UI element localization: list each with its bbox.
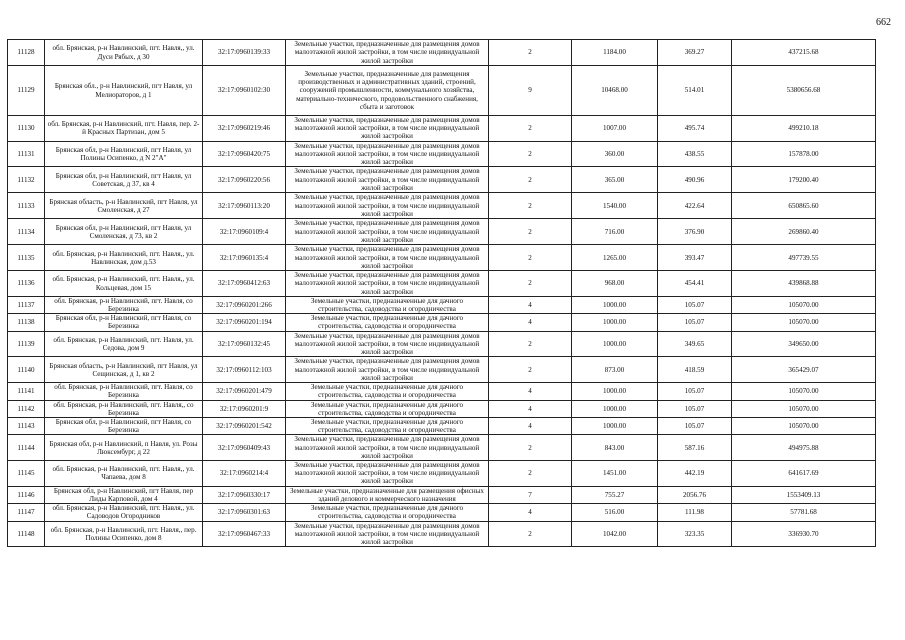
row-number: 11145 — [8, 461, 45, 487]
cadastral-value-cell: 105070.00 — [732, 314, 876, 331]
specific-cadastral-value-cell: 454.41 — [658, 271, 732, 297]
cadastral-number-cell: 32:17:0960467:33 — [203, 521, 286, 547]
address-cell: обл. Брянская, р-н Навлинский, пгт. Навля,, ул. Кольцевая, дом 15 — [45, 271, 203, 297]
specific-cadastral-value-cell: 422.64 — [658, 193, 732, 219]
table-row — [8, 245, 876, 271]
cadastral-number-cell: 32:17:0960135:4 — [203, 245, 286, 271]
address-cell: обл. Брянская, р-н Навлинский, пгт. Навля,, ул. Навлинская, дом д.53 — [45, 245, 203, 271]
row-number: 11129 — [8, 66, 45, 116]
land-use-cell: Земельные участки, предназначенные для размещения офисных зданий делового и коммерческого назначения — [286, 486, 489, 503]
use-group-cell: 2 — [489, 357, 572, 383]
cadastral-number-cell: 32:17:0960201:479 — [203, 383, 286, 400]
land-use-cell: Земельные участки, предназначенные для размещения домов малоэтажной жилой застройки, в том числе индивидуальной жилой застройки — [286, 141, 489, 167]
cadastral-number-cell: 32:17:0960113:20 — [203, 193, 286, 219]
address-cell: Брянская обл, р-н Навлинский, п Навля, ул. Розы Люксембург, д 22 — [45, 435, 203, 461]
land-use-cell: Земельные участки, предназначенные для размещения домов малоэтажной жилой застройки, в том числе индивидуальной жилой застройки — [286, 219, 489, 245]
specific-cadastral-value-cell: 587.16 — [658, 435, 732, 461]
address-cell: Брянская обл, р-н Навлинский, пгт Навля, ул Смоленская, д 73, кв 2 — [45, 219, 203, 245]
table-row — [8, 40, 876, 66]
land-use-cell: Земельные участки, предназначенные для дачного строительства, садоводства и огородничества — [286, 314, 489, 331]
use-group-cell: 2 — [489, 141, 572, 167]
specific-cadastral-value-cell: 490.96 — [658, 167, 732, 193]
area-cell: 516.00 — [572, 504, 658, 521]
row-number: 11146 — [8, 486, 45, 503]
area-cell: 1000.00 — [572, 418, 658, 435]
land-use-cell: Земельные участки, предназначенные для размещения домов малоэтажной жилой застройки, в том числе индивидуальной жилой застройки — [286, 331, 489, 357]
cadastral-value-cell: 105070.00 — [732, 400, 876, 417]
cadastral-number-cell: 32:17:0960201:194 — [203, 314, 286, 331]
row-number: 11128 — [8, 40, 45, 66]
table-row — [8, 521, 876, 547]
table-row — [8, 193, 876, 219]
cadastral-value-cell: 269860.40 — [732, 219, 876, 245]
cadastral-value-cell: 105070.00 — [732, 296, 876, 313]
address-cell: обл. Брянская, р-н Навлинский, пгт. Навля, со Березинка — [45, 383, 203, 400]
specific-cadastral-value-cell: 2056.76 — [658, 486, 732, 503]
row-number: 11147 — [8, 504, 45, 521]
table-row — [8, 435, 876, 461]
cadastral-number-cell: 32:17:0960139:33 — [203, 40, 286, 66]
area-cell: 873.00 — [572, 357, 658, 383]
cadastral-value-cell: 641617.69 — [732, 461, 876, 487]
address-cell: Брянская обл, р-н Навлинский, пгт Навля, ул Полины Осипенко, д N 2"А" — [45, 141, 203, 167]
area-cell: 365.00 — [572, 167, 658, 193]
cadastral-value-cell: 497739.55 — [732, 245, 876, 271]
cadastral-number-cell: 32:17:0960214:4 — [203, 461, 286, 487]
cadastral-value-cell: 650865.60 — [732, 193, 876, 219]
area-cell: 1000.00 — [572, 296, 658, 313]
specific-cadastral-value-cell: 514.01 — [658, 66, 732, 116]
land-use-cell: Земельные участки, предназначенные для размещения домов малоэтажной жилой застройки, в том числе индивидуальной жилой застройки — [286, 271, 489, 297]
row-number: 11133 — [8, 193, 45, 219]
table-body — [8, 40, 876, 547]
address-cell: обл. Брянская, р-н Навлинский, пгт. Навля,, пер. Полины Осипенко, дом 8 — [45, 521, 203, 547]
area-cell: 1000.00 — [572, 314, 658, 331]
area-cell: 1451.00 — [572, 461, 658, 487]
use-group-cell: 2 — [489, 461, 572, 487]
land-use-cell: Земельные участки, предназначенные для дачного строительства, садоводства и огородничества — [286, 400, 489, 417]
area-cell: 1265.00 — [572, 245, 658, 271]
area-cell: 843.00 — [572, 435, 658, 461]
table-row — [8, 141, 876, 167]
row-number: 11134 — [8, 219, 45, 245]
use-group-cell: 2 — [489, 219, 572, 245]
row-number: 11140 — [8, 357, 45, 383]
land-use-cell: Земельные участки, предназначенные для размещения домов малоэтажной жилой застройки, в том числе индивидуальной жилой застройки — [286, 521, 489, 547]
area-cell: 1000.00 — [572, 383, 658, 400]
specific-cadastral-value-cell: 105.07 — [658, 418, 732, 435]
land-use-cell: Земельные участки, предназначенные для размещения домов малоэтажной жилой застройки, в том числе индивидуальной жилой застройки — [286, 461, 489, 487]
area-cell: 1184.00 — [572, 40, 658, 66]
cadastral-number-cell: 32:17:0960330:17 — [203, 486, 286, 503]
cadastral-value-cell: 439868.88 — [732, 271, 876, 297]
specific-cadastral-value-cell: 418.59 — [658, 357, 732, 383]
land-use-cell: Земельные участки, предназначенные для размещения домов малоэтажной жилой застройки, в том числе индивидуальной жилой застройки — [286, 116, 489, 142]
specific-cadastral-value-cell: 393.47 — [658, 245, 732, 271]
land-use-cell: Земельные участки, предназначенные для размещения домов малоэтажной жилой застройки, в том числе индивидуальной жилой застройки — [286, 167, 489, 193]
address-cell: обл. Брянская, р-н Навлинский, пгт. Навля,, со Березинка — [45, 400, 203, 417]
table-row — [8, 271, 876, 297]
land-use-cell: Земельные участки, предназначенные для дачного строительства, садоводства и огородничества — [286, 504, 489, 521]
area-cell: 1042.00 — [572, 521, 658, 547]
land-use-cell: Земельные участки, предназначенные для размещения домов малоэтажной жилой застройки, в том числе индивидуальной жилой застройки — [286, 357, 489, 383]
specific-cadastral-value-cell: 369.27 — [658, 40, 732, 66]
row-number: 11144 — [8, 435, 45, 461]
cadastral-number-cell: 32:17:0960409:43 — [203, 435, 286, 461]
use-group-cell: 2 — [489, 271, 572, 297]
use-group-cell: 2 — [489, 331, 572, 357]
land-use-cell: Земельные участки, предназначенные для размещения домов малоэтажной жилой застройки, в том числе индивидуальной жилой застройки — [286, 193, 489, 219]
land-use-cell: Земельные участки, предназначенные для размещения домов малоэтажной жилой застройки, в том числе индивидуальной жилой застройки — [286, 40, 489, 66]
address-cell: обл. Брянская, р-н Навлинский, пгт. Навля, со Березинка — [45, 296, 203, 313]
cadastral-number-cell: 32:17:0960201:9 — [203, 400, 286, 417]
cadastral-value-cell: 499210.18 — [732, 116, 876, 142]
address-cell: Брянская область, р-н Навлинский, пгт Навля, ул Сещинская, д 1, кв 2 — [45, 357, 203, 383]
row-number: 11137 — [8, 296, 45, 313]
area-cell: 716.00 — [572, 219, 658, 245]
row-number: 11141 — [8, 383, 45, 400]
table-row — [8, 461, 876, 487]
use-group-cell: 4 — [489, 296, 572, 313]
cadastral-value-cell: 105070.00 — [732, 418, 876, 435]
cadastral-value-cell: 179200.40 — [732, 167, 876, 193]
page-number: 662 — [876, 17, 891, 28]
address-cell: Брянская обл, р-н Навлинский, пгт Навля, пер Лиды Карповой, дом 4 — [45, 486, 203, 503]
cadastral-number-cell: 32:17:0960412:63 — [203, 271, 286, 297]
area-cell: 1000.00 — [572, 400, 658, 417]
row-number: 11148 — [8, 521, 45, 547]
area-cell: 1007.00 — [572, 116, 658, 142]
land-use-cell: Земельные участки, предназначенные для дачного строительства, садоводства и огородничества — [286, 383, 489, 400]
row-number: 11142 — [8, 400, 45, 417]
table-row — [8, 418, 876, 435]
use-group-cell: 2 — [489, 435, 572, 461]
area-cell: 968.00 — [572, 271, 658, 297]
cadastral-number-cell: 32:17:0960301:63 — [203, 504, 286, 521]
specific-cadastral-value-cell: 438.55 — [658, 141, 732, 167]
table-row — [8, 357, 876, 383]
table-row — [8, 504, 876, 521]
row-number: 11136 — [8, 271, 45, 297]
address-cell: обл. Брянская, р-н Навлинский, пгт. Навля,, ул. Дуси Рябых, д 30 — [45, 40, 203, 66]
cadastral-number-cell: 32:17:0960201:266 — [203, 296, 286, 313]
specific-cadastral-value-cell: 105.07 — [658, 296, 732, 313]
cadastral-value-cell: 437215.68 — [732, 40, 876, 66]
land-use-cell: Земельные участки, предназначенные для размещения домов малоэтажной жилой застройки, в том числе индивидуальной жилой застройки — [286, 245, 489, 271]
use-group-cell: 4 — [489, 400, 572, 417]
specific-cadastral-value-cell: 495.74 — [658, 116, 732, 142]
table-row — [8, 314, 876, 331]
address-cell: Брянская обл, р-н Навлинский, пгт Навля, со Березинка — [45, 314, 203, 331]
land-registry-table — [7, 39, 876, 547]
specific-cadastral-value-cell: 105.07 — [658, 400, 732, 417]
area-cell: 10468.00 — [572, 66, 658, 116]
area-cell: 1000.00 — [572, 331, 658, 357]
address-cell: Брянская область, р-н Навлинский, пгт Навля, ул Смоленская, д 27 — [45, 193, 203, 219]
area-cell: 360.00 — [572, 141, 658, 167]
address-cell: Брянская обл, р-н Навлинский, пгт Навля, ул Советская, д 37, кв 4 — [45, 167, 203, 193]
row-number: 11130 — [8, 116, 45, 142]
land-use-cell: Земельные участки, предназначенные для размещения домов малоэтажной жилой застройки, в том числе индивидуальной жилой застройки — [286, 435, 489, 461]
address-cell: обл. Брянская, р-н Навлинский, пгт. Навля,, ул. Чапаева, дом 8 — [45, 461, 203, 487]
table-row — [8, 383, 876, 400]
row-number: 11131 — [8, 141, 45, 167]
use-group-cell: 2 — [489, 193, 572, 219]
specific-cadastral-value-cell: 349.65 — [658, 331, 732, 357]
specific-cadastral-value-cell: 105.07 — [658, 383, 732, 400]
use-group-cell: 4 — [489, 418, 572, 435]
use-group-cell: 9 — [489, 66, 572, 116]
cadastral-value-cell: 349650.00 — [732, 331, 876, 357]
land-use-cell: Земельные участки, предназначенные для дачного строительства, садоводства и огородничества — [286, 296, 489, 313]
cadastral-value-cell: 494975.88 — [732, 435, 876, 461]
table-row — [8, 116, 876, 142]
cadastral-number-cell: 32:17:0960201:542 — [203, 418, 286, 435]
specific-cadastral-value-cell: 442.19 — [658, 461, 732, 487]
use-group-cell: 2 — [489, 245, 572, 271]
row-number: 11139 — [8, 331, 45, 357]
row-number: 11143 — [8, 418, 45, 435]
table-row — [8, 167, 876, 193]
table-row — [8, 331, 876, 357]
cadastral-value-cell: 336930.70 — [732, 521, 876, 547]
use-group-cell: 4 — [489, 314, 572, 331]
table-row — [8, 400, 876, 417]
cadastral-value-cell: 365429.07 — [732, 357, 876, 383]
use-group-cell: 2 — [489, 167, 572, 193]
table-row — [8, 486, 876, 503]
specific-cadastral-value-cell: 323.35 — [658, 521, 732, 547]
cadastral-number-cell: 32:17:0960109:4 — [203, 219, 286, 245]
specific-cadastral-value-cell: 105.07 — [658, 314, 732, 331]
address-cell: обл. Брянская, р-н Навлинский, пгт. Навля, ул. Седова, дом 9 — [45, 331, 203, 357]
address-cell: обл. Брянская, р-н Навлинский, пгт. Навля,, ул. Садоводов Огородников — [45, 504, 203, 521]
cadastral-number-cell: 32:17:0960132:45 — [203, 331, 286, 357]
use-group-cell: 4 — [489, 504, 572, 521]
use-group-cell: 4 — [489, 383, 572, 400]
table-row — [8, 66, 876, 116]
use-group-cell: 2 — [489, 116, 572, 142]
specific-cadastral-value-cell: 111.98 — [658, 504, 732, 521]
cadastral-value-cell: 57781.68 — [732, 504, 876, 521]
cadastral-number-cell: 32:17:0960219:46 — [203, 116, 286, 142]
cadastral-value-cell: 105070.00 — [732, 383, 876, 400]
cadastral-number-cell: 32:17:0960112:103 — [203, 357, 286, 383]
cadastral-value-cell: 157878.00 — [732, 141, 876, 167]
area-cell: 755.27 — [572, 486, 658, 503]
table-row — [8, 219, 876, 245]
use-group-cell: 7 — [489, 486, 572, 503]
cadastral-number-cell: 32:17:0960220:56 — [203, 167, 286, 193]
area-cell: 1540.00 — [572, 193, 658, 219]
use-group-cell: 2 — [489, 521, 572, 547]
land-use-cell: Земельные участки, предназначенные для дачного строительства, садоводства и огородничества — [286, 418, 489, 435]
cadastral-value-cell: 5380656.68 — [732, 66, 876, 116]
address-cell: Брянская обл, р-н Навлинский, пгт Навля, со Березинка — [45, 418, 203, 435]
table-row — [8, 296, 876, 313]
row-number: 11132 — [8, 167, 45, 193]
address-cell: обл. Брянская, р-н Навлинский, пгт. Навля, пер. 2-й Красных Партизан, дом 5 — [45, 116, 203, 142]
cadastral-value-cell: 1553409.13 — [732, 486, 876, 503]
address-cell: Брянская обл., р-н Навлинский, пгт Навля, ул Мелиораторов, д 1 — [45, 66, 203, 116]
land-use-cell: Земельные участки, предназначенные для размещения производственных и административных зданий, строений, сооружений промышленности, коммунального хозяйства, материально-технического, продовольственного снабжения, сбыта и заготовок — [286, 66, 489, 116]
row-number: 11135 — [8, 245, 45, 271]
cadastral-number-cell: 32:17:0960420:75 — [203, 141, 286, 167]
specific-cadastral-value-cell: 376.90 — [658, 219, 732, 245]
cadastral-number-cell: 32:17:0960102:30 — [203, 66, 286, 116]
use-group-cell: 2 — [489, 40, 572, 66]
row-number: 11138 — [8, 314, 45, 331]
